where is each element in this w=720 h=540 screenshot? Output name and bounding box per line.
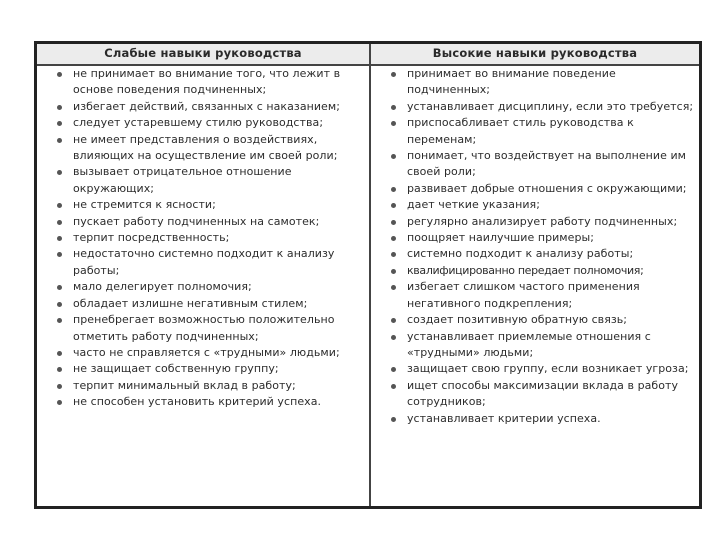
strong-skills-header: Высокие навыки руководства bbox=[432, 46, 638, 60]
column-divider bbox=[369, 44, 371, 506]
strong-skill-item: создает позитивную обратную связь; bbox=[389, 312, 695, 328]
weak-skills-list bbox=[55, 66, 365, 411]
weak-skill-item: терпит посредственность; bbox=[55, 230, 365, 246]
leadership-skills-table bbox=[34, 41, 702, 509]
weak-skills-header: Слабые навыки руководства bbox=[104, 46, 302, 60]
strong-skill-item: поощряет наилучшие примеры; bbox=[389, 230, 695, 246]
weak-skill-item: обладает излишне негативным стилем; bbox=[55, 296, 365, 312]
weak-skill-item: не стремится к ясности; bbox=[55, 197, 365, 213]
weak-skill-item: избегает действий, связанных с наказанием; bbox=[55, 99, 365, 115]
weak-skill-item: пускает работу подчиненных на самотек; bbox=[55, 214, 365, 230]
weak-skill-item: терпит минимальный вклад в работу; bbox=[55, 378, 365, 394]
table-header bbox=[37, 44, 699, 66]
weak-skill-item: следует устаревшему стилю руководства; bbox=[55, 115, 365, 131]
weak-skill-item: не имеет представления о воздействиях, влияющих на осуществление им своей роли; bbox=[55, 132, 365, 165]
strong-skill-item: принимает во внимание поведение подчиненных; bbox=[389, 66, 695, 99]
weak-skill-item: не защищает собственную группу; bbox=[55, 361, 365, 377]
strong-skill-item: защищает свою группу, если возникает угроза; bbox=[389, 361, 695, 377]
strong-skill-item: регулярно анализирует работу подчиненных; bbox=[389, 214, 695, 230]
strong-skill-item: устанавливает приемлемые отношения с «трудными» людьми; bbox=[389, 329, 695, 362]
weak-skill-item: пренебрегает возможностью положительно отметить работу подчиненных; bbox=[55, 312, 365, 345]
strong-skill-item: системно подходит к анализу работы; bbox=[389, 246, 695, 262]
strong-skill-item: развивает добрые отношения с окружающими; bbox=[389, 181, 695, 197]
strong-skill-item: избегает слишком частого применения негативного подкрепления; bbox=[389, 279, 695, 312]
strong-skill-item: приспосабливает стиль руководства к переменам; bbox=[389, 115, 695, 148]
strong-skill-item: квалифицированно передает полномочия; bbox=[389, 263, 695, 279]
weak-skill-item: не способен установить критерий успеха. bbox=[55, 394, 365, 410]
strong-skills-list bbox=[389, 66, 695, 427]
weak-skill-item: мало делегирует полномочия; bbox=[55, 279, 365, 295]
strong-skill-item: устанавливает дисциплину, если это требуется; bbox=[389, 99, 695, 115]
weak-skill-item: не принимает во внимание того, что лежит в основе поведения подчиненных; bbox=[55, 66, 365, 99]
strong-skill-item: устанавливает критерии успеха. bbox=[389, 411, 695, 427]
weak-skill-item: часто не справляется с «трудными» людьми; bbox=[55, 345, 365, 361]
weak-skill-item: недостаточно системно подходит к анализу работы; bbox=[55, 246, 365, 279]
strong-skill-item: понимает, что воздействует на выполнение им своей роли; bbox=[389, 148, 695, 181]
strong-skill-item: дает четкие указания; bbox=[389, 197, 695, 213]
weak-skill-item: вызывает отрицательное отношение окружающих; bbox=[55, 164, 365, 197]
strong-skill-item: ищет способы максимизации вклада в работу сотрудников; bbox=[389, 378, 695, 411]
